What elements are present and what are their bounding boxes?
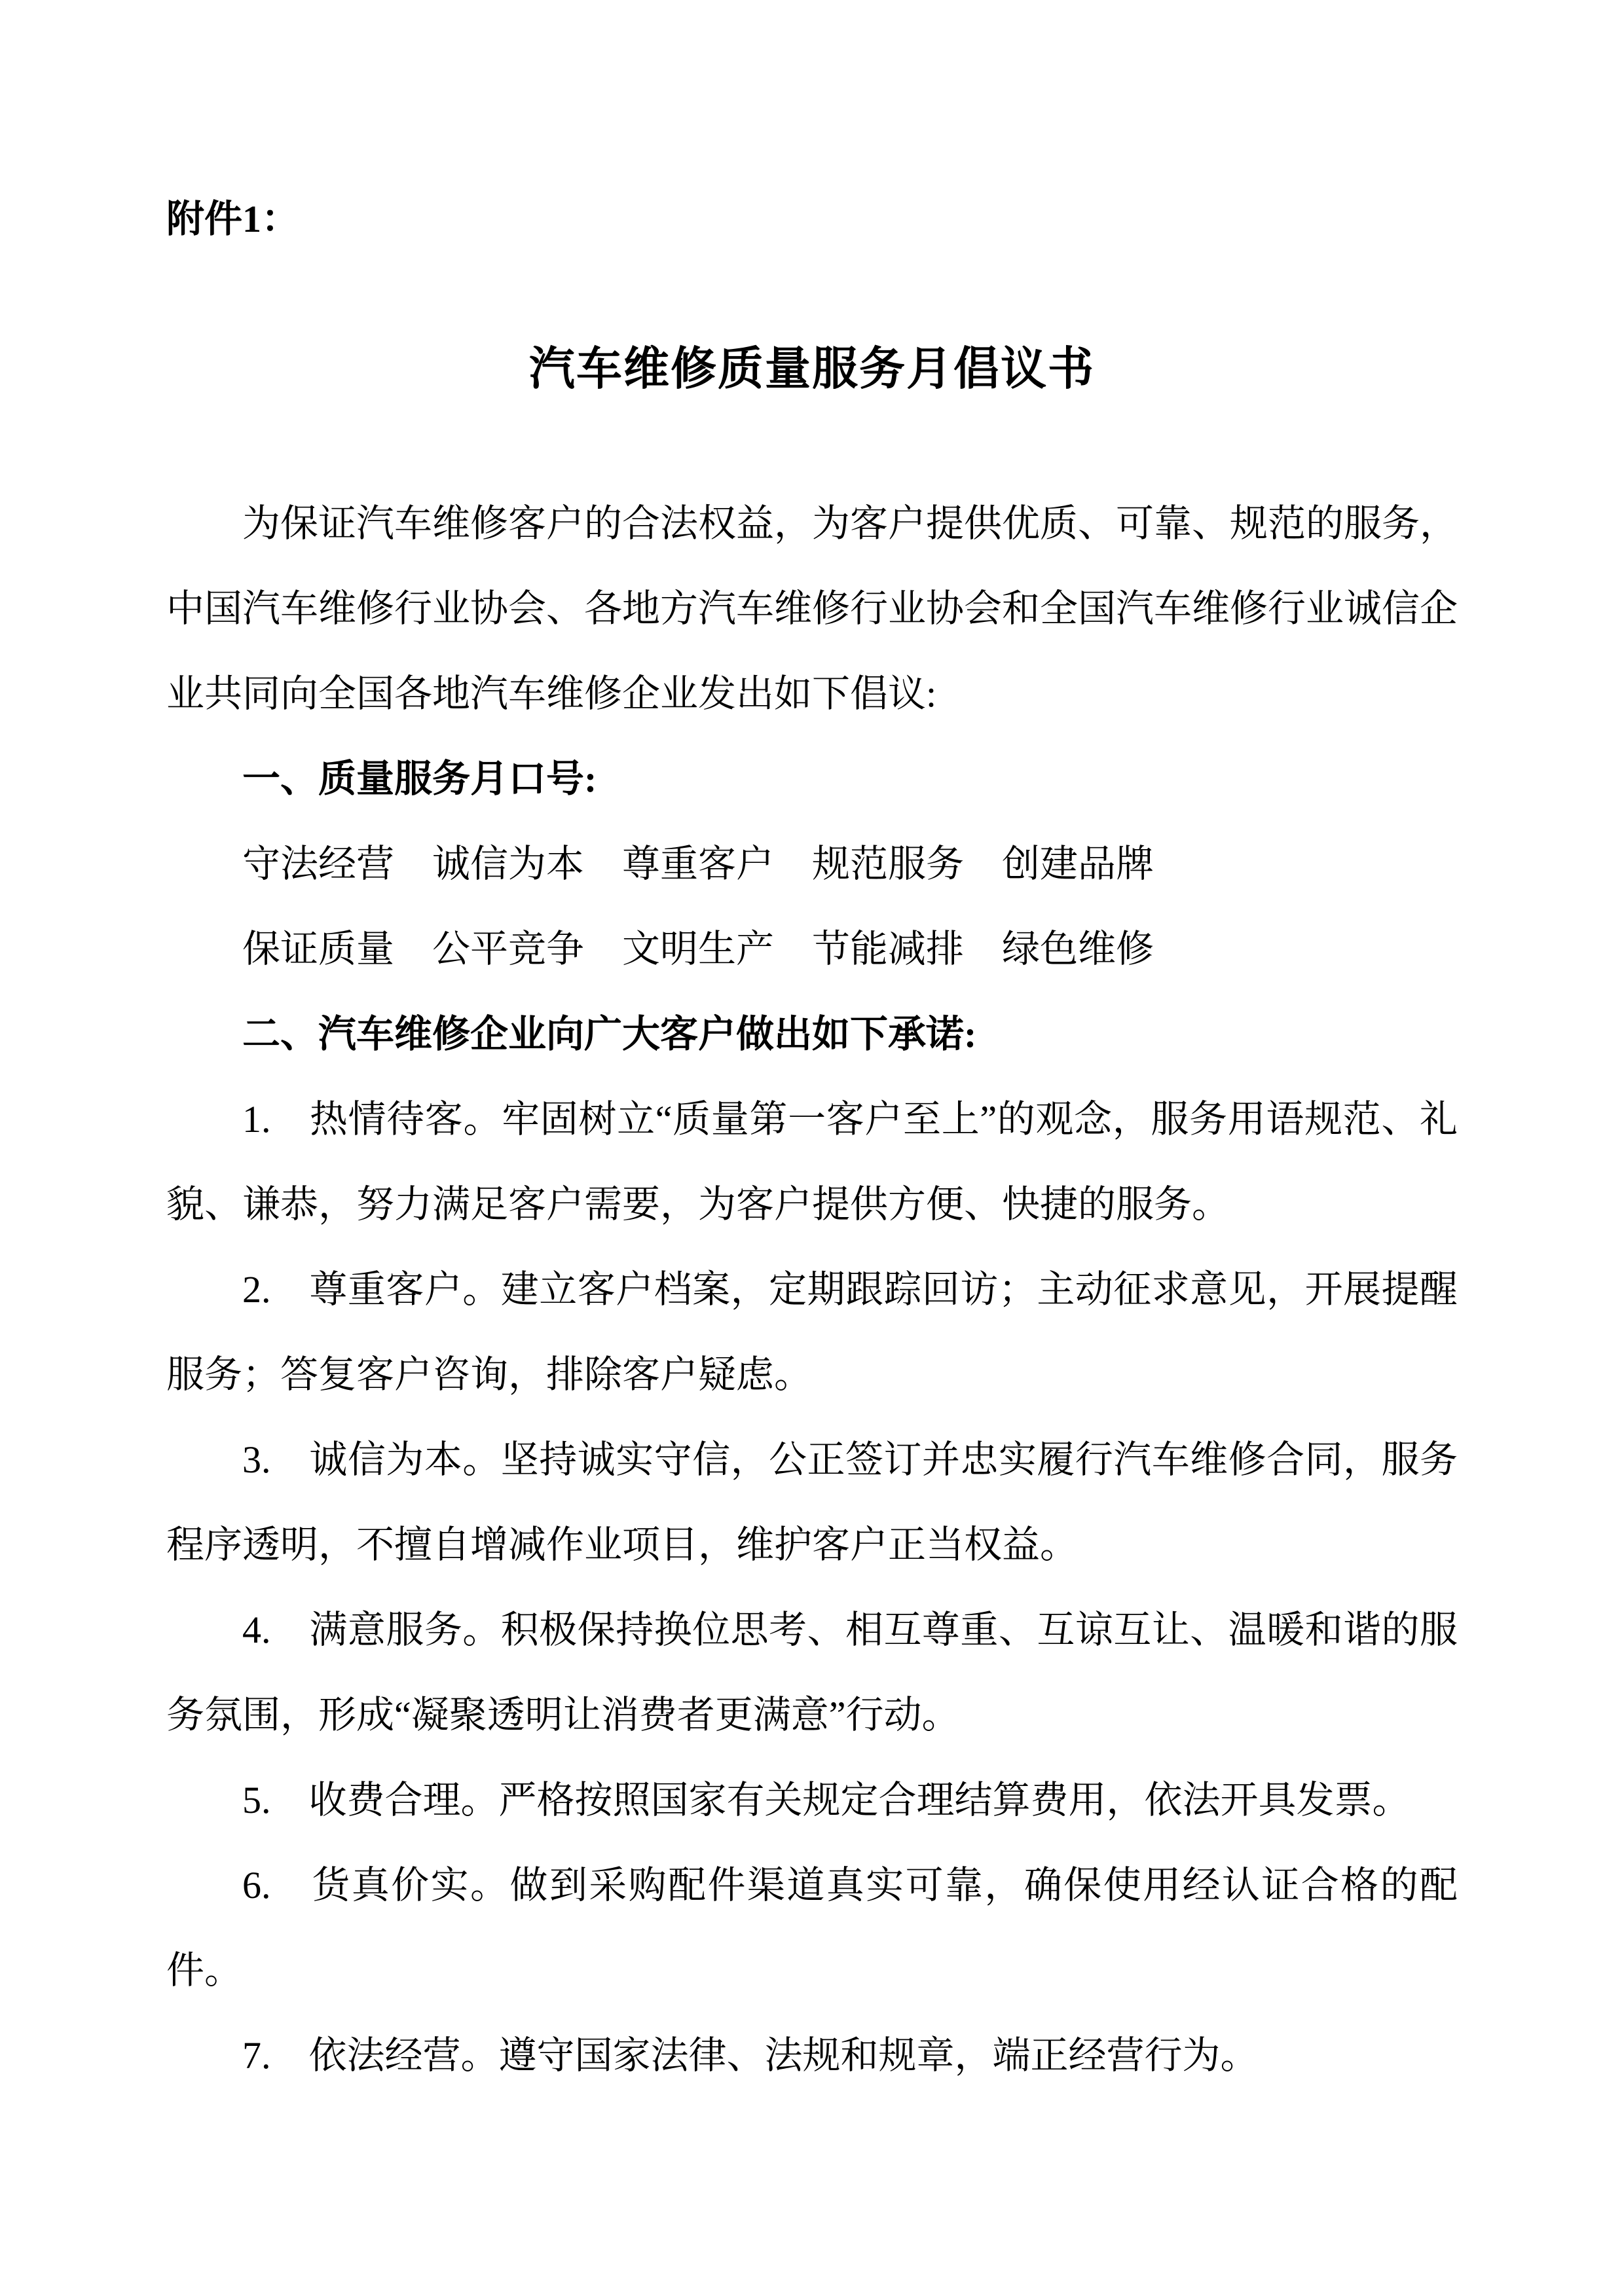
paragraph-body: 1. 热情待客。牢固树立“质量第一客户至上”的观念，服务用语规范、礼貌、谦恭，努力满足客户需要，为客户提供方便、快捷的服务。: [166, 1098, 1458, 1226]
paragraph-body: 4. 满意服务。积极保持换位思考、相互尊重、互谅互让、温暖和谐的服务氛围，形成“凝聚透明让消费者更满意”行动。: [166, 1609, 1458, 1736]
paragraph-slogan: 守法经营 诚信为本 尊重客户 规范服务 创建品牌: [242, 843, 1154, 885]
document-body: [166, 481, 1458, 2098]
paragraph-body: 3. 诚信为本。坚持诚实守信，公正签订并忠实履行汽车维修合同，服务程序透明，不擅自增减作业项目，维护客户正当权益。: [166, 1438, 1458, 1566]
attachment-label: 附件1：: [166, 198, 300, 240]
document-title: 汽车维修质量服务月倡议书: [529, 344, 1095, 395]
paragraph-heading: 二、汽车维修企业向广大客户做出如下承诺:: [242, 1013, 977, 1055]
paragraph-slogan: 保证质量 公平竞争 文明生产 节能减排 绿色维修: [242, 928, 1154, 970]
paragraph-body: 6. 货真价实。做到采购配件渠道真实可靠，确保使用经认证合格的配件。: [166, 1864, 1458, 1992]
paragraph-body: 2. 尊重客户。建立客户档案，定期跟踪回访；主动征求意见，开展提醒服务；答复客户咨询，排除客户疑虑。: [166, 1268, 1458, 1396]
paragraph-body: 7. 依法经营。遵守国家法律、法规和规章，端正经营行为。: [242, 2034, 1259, 2077]
paragraph-heading: 一、质量服务月口号:: [242, 757, 597, 800]
paragraph-body: 为保证汽车维修客户的合法权益，为客户提供优质、可靠、规范的服务，中国汽车维修行业协会、各地方汽车维修行业协会和全国汽车维修行业诚信企业共同向全国各地汽车维修企业发出如下倡议:: [166, 502, 1458, 715]
paragraph-body: 5. 收费合理。严格按照国家有关规定合理结算费用，依法开具发票。: [242, 1779, 1411, 1821]
